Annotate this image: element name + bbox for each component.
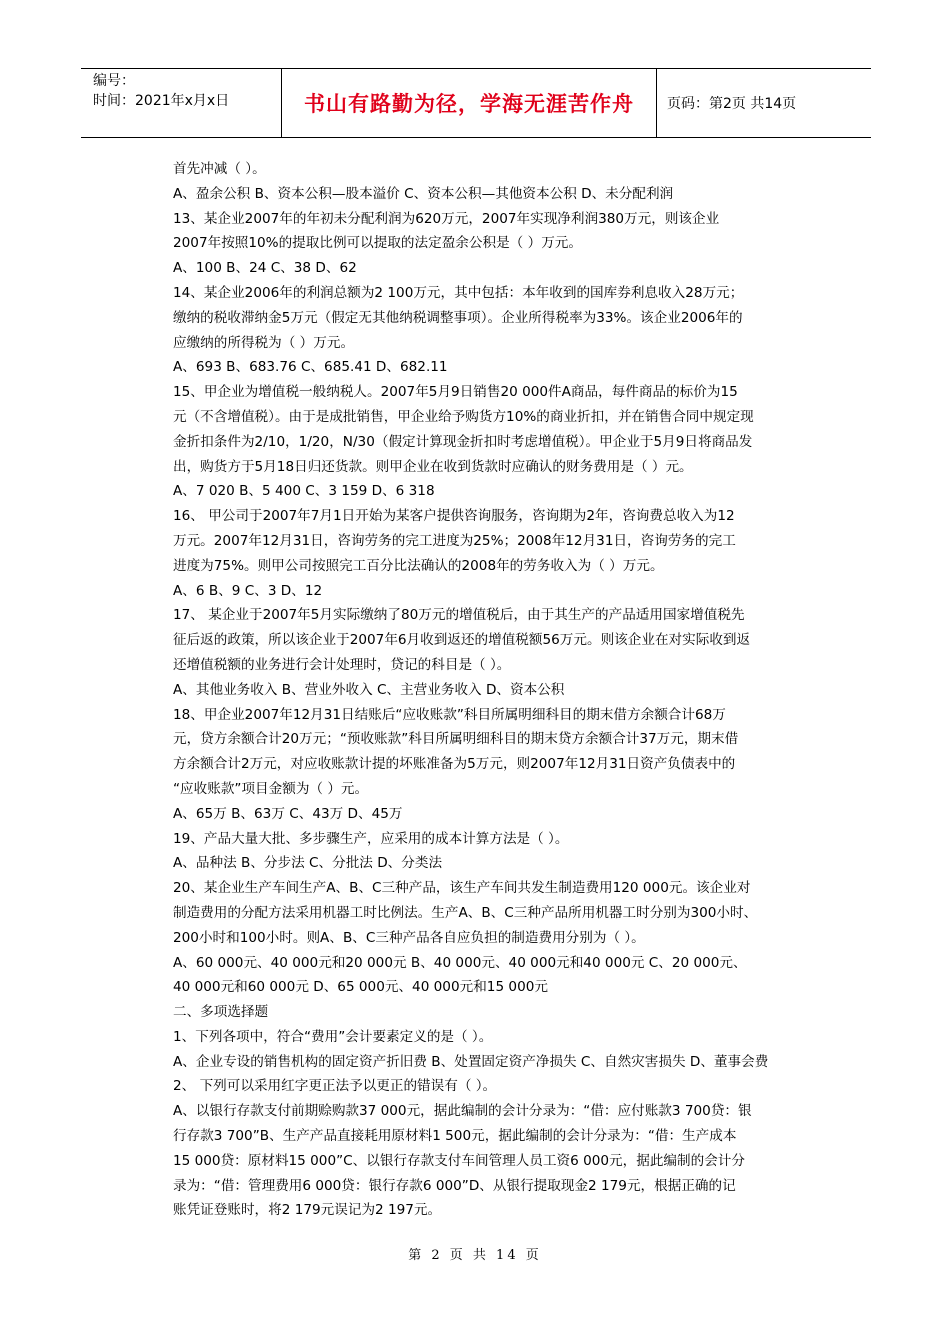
text-line: 16、 甲公司于2007年7月1日开始为某客户提供咨询服务，咨询期为2年，咨询费总收入为12 xyxy=(173,508,735,525)
text-line: A、以银行存款支付前期赊购款37 000元，据此编制的会计分录为：“借：应付账款3 700贷：银 xyxy=(173,1103,752,1120)
text-line: 账凭证登账时，将2 179元误记为2 197元。 xyxy=(173,1202,442,1219)
text-line: 元，贷方余额合计20万元；“预收账款”科目所属明细科目的期末贷方余额合计37万元，期末借 xyxy=(173,731,739,748)
text-line: A、其他业务收入 B、营业外收入 C、主营业务收入 D、资本公积 xyxy=(173,681,565,698)
text-line: 方余额合计2万元，对应收账款计提的坏账准备为5万元，则2007年12月31日资产负债表中的 xyxy=(173,756,736,773)
text-line: “应收账款”项目金额为（ ）元。 xyxy=(173,780,369,797)
text-line: 14、某企业2006年的利润总额为2 100万元，其中包括：本年收到的国库券利息收入28万元； xyxy=(173,284,744,301)
text-line: 二、多项选择题 xyxy=(173,1004,269,1021)
header-page-cell xyxy=(657,69,871,137)
page-info: 页码：第2页 共14页 xyxy=(667,96,797,112)
text-line: 首先冲减（ ）。 xyxy=(173,161,266,177)
text-line: 出，购货方于5月18日归还货款。则甲企业在收到货款时应确认的财务费用是（ ）元。 xyxy=(173,458,693,475)
text-line: 应缴纳的所得税为（ ）万元。 xyxy=(173,334,355,351)
header-meta xyxy=(81,69,282,137)
header-motto-cell xyxy=(282,69,657,137)
text-line: 缴纳的税收滞纳金5万元（假定无其他纳税调整事项）。企业所得税率为33%。该企业2006年的 xyxy=(173,309,743,326)
page-header xyxy=(81,68,871,138)
text-line: 17、 某企业于2007年5月实际缴纳了80万元的增值税后，由于其生产的产品适用国家增值税先 xyxy=(173,607,745,624)
text-line: 行存款3 700”B、生产产品直接耗用原材料1 500元，据此编制的会计分录为：“借：生产成本 xyxy=(173,1128,737,1145)
text-line: 进度为75%。则甲公司按照完工百分比法确认的2008年的劳务收入为（ ）万元。 xyxy=(173,557,664,574)
text-line: A、65万 B、63万 C、43万 D、45万 xyxy=(173,805,403,822)
text-line: 还增值税额的业务进行会计处理时，贷记的科目是（ ）。 xyxy=(173,656,511,673)
text-line: 2007年按照10%的提取比例可以提取的法定盈余公积是（ ）万元。 xyxy=(173,235,582,252)
text-line: 200小时和100小时。则A、B、C三种产品各自应负担的制造费用分别为（ ）。 xyxy=(173,929,645,946)
text-line: A、6 B、9 C、3 D、12 xyxy=(173,582,323,599)
document-body xyxy=(173,157,813,1223)
text-line: A、7 020 B、5 400 C、3 159 D、6 318 xyxy=(173,483,435,500)
text-line: 录为：“借：管理费用6 000贷：银行存款6 000”D、从银行提取现金2 179元，根据正确的记 xyxy=(173,1177,736,1194)
text-line: 元（不含增值税）。由于是成批销售，甲企业给予购货方10%的商业折扣，并在销售合同中规定现 xyxy=(173,408,754,425)
text-line: A、盈余公积 B、资本公积—股本溢价 C、资本公积—其他资本公积 D、未分配利润 xyxy=(173,185,674,202)
text-line: 20、某企业生产车间生产A、B、C三种产品，该生产车间共发生制造费用120 000元。该企业对 xyxy=(173,880,751,897)
text-line: 万元。2007年12月31日，咨询劳务的完工进度为25%；2008年12月31日，咨询劳务的完工 xyxy=(173,532,736,549)
text-line: 15 000贷：原材料15 000”C、以银行存款支付车间管理人员工资6 000元，据此编制的会计分 xyxy=(173,1152,745,1169)
serial-number-label: 编号： xyxy=(93,73,135,89)
text-line: A、100 B、24 C、38 D、62 xyxy=(173,260,357,277)
text-line: 金折扣条件为2/10，1/20，N/30（假定计算现金折扣时考虑增值税）。甲企业于5月9日将商品发 xyxy=(173,433,753,450)
text-line: 制造费用的分配方法采用机器工时比例法。生产A、B、C三种产品所用机器工时分别为300小时、 xyxy=(173,904,758,921)
text-line: A、60 000元、40 000元和20 000元 B、40 000元、40 000元和40 000元 C、20 000元、 xyxy=(173,954,747,971)
text-line: 13、某企业2007年的年初未分配利润为620万元，2007年实现净利润380万元，则该企业 xyxy=(173,210,720,227)
text-line: 15、甲企业为增值税一般纳税人。2007年5月9日销售20 000件A商品，每件商品的标价为15 xyxy=(173,384,738,401)
text-line: A、693 B、683.76 C、685.41 D、682.11 xyxy=(173,359,448,376)
text-line: A、品种法 B、分步法 C、分批法 D、分类法 xyxy=(173,855,443,872)
date-line: 时间：2021年x月x日 xyxy=(93,93,230,109)
motto-text: 书山有路勤为径，学海无涯苦作舟 xyxy=(304,92,634,116)
text-line: 40 000元和60 000元 D、65 000元、40 000元和15 000元 xyxy=(173,979,548,996)
text-line: 1、下列各项中，符合“费用”会计要素定义的是（ ）。 xyxy=(173,1028,493,1045)
text-line: 征后返的政策，所以该企业于2007年6月收到返还的增值税额56万元。则该企业在对实际收到返 xyxy=(173,632,751,649)
page-footer: 第 2 页 共 14 页 xyxy=(408,1248,542,1263)
text-line: 18、甲企业2007年12月31日结账后“应收账款”科目所属明细科目的期末借方余额合计68万 xyxy=(173,706,726,723)
text-line: 2、 下列可以采用红字更正法予以更正的错误有（ ）。 xyxy=(173,1078,497,1095)
text-line: A、企业专设的销售机构的固定资产折旧费 B、处置固定资产净损失 C、自然灾害损失 D、董事会费 xyxy=(173,1053,769,1070)
text-line: 19、产品大量大批、多步骤生产，应采用的成本计算方法是（ ）。 xyxy=(173,830,569,847)
